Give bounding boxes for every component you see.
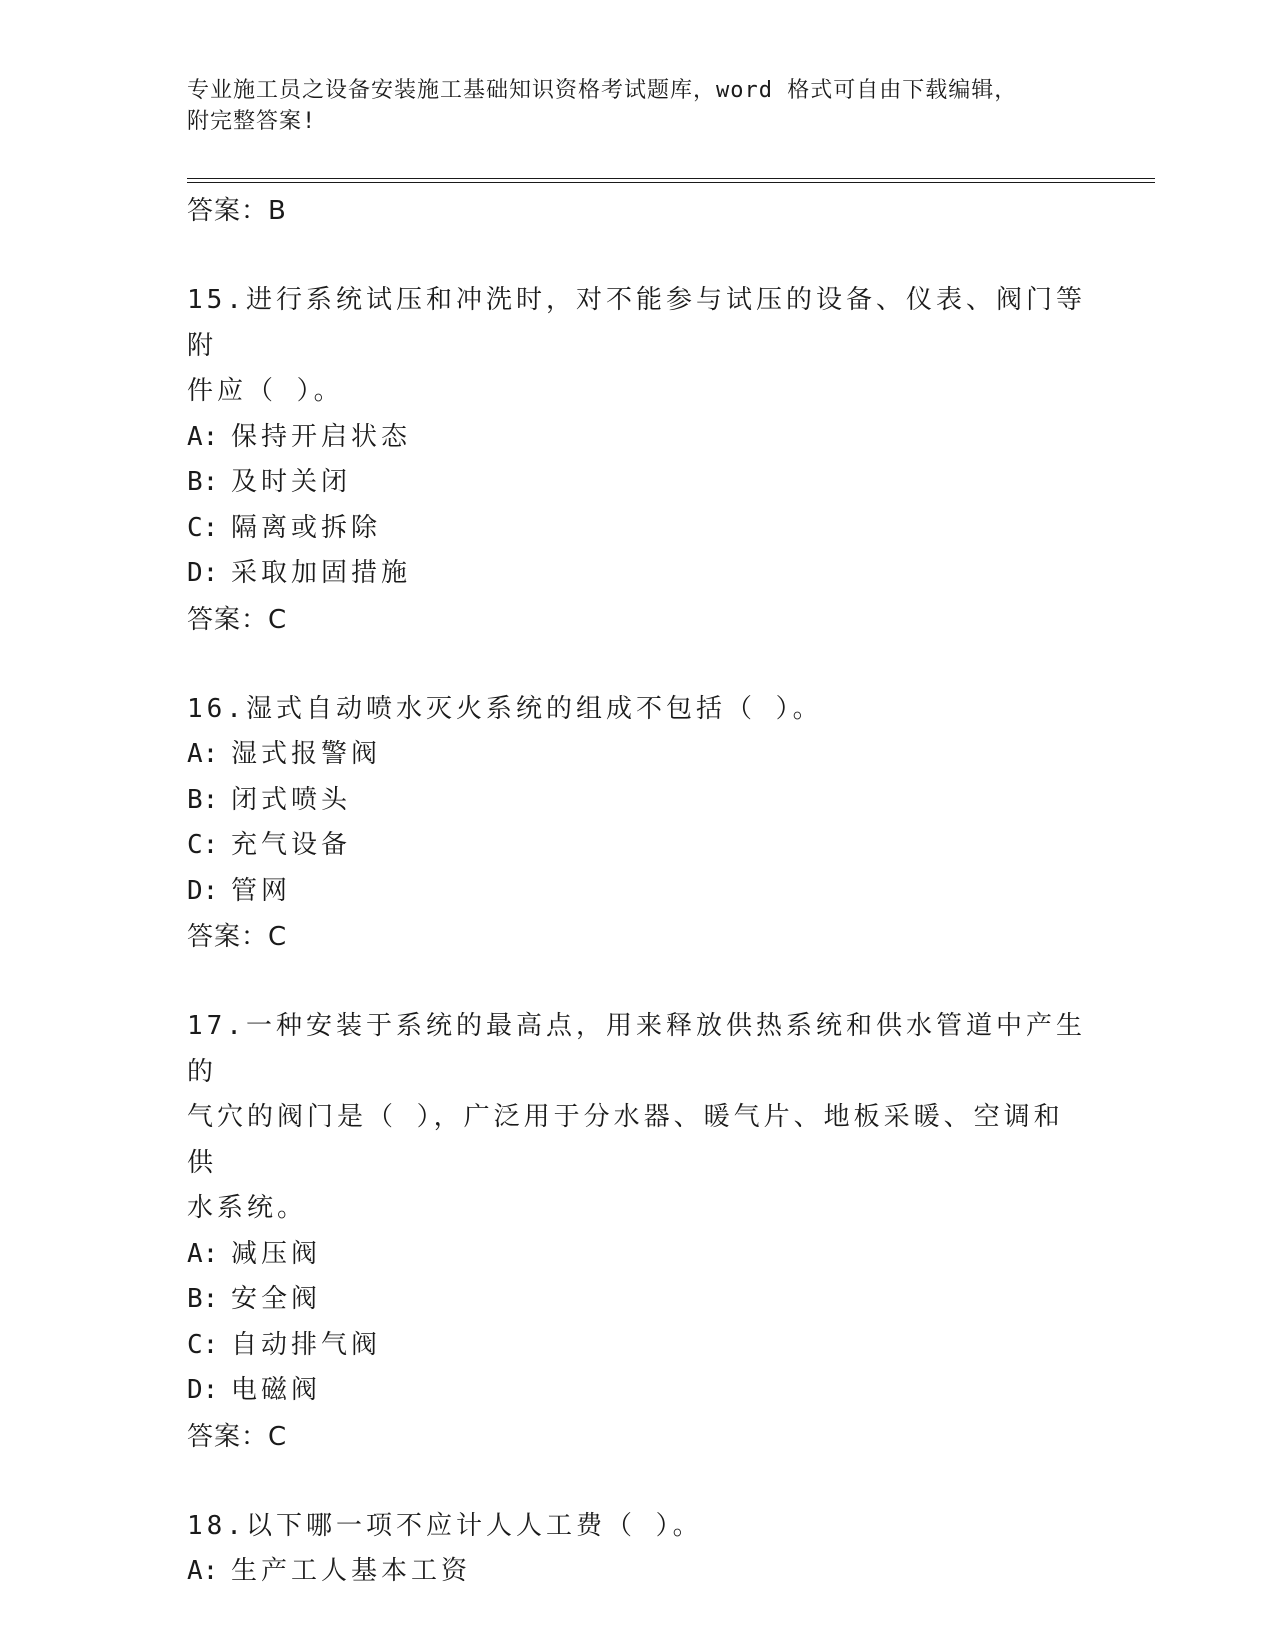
question-list [187, 188, 1087, 1595]
question-17 [187, 1004, 1087, 1460]
option-letter: A: [187, 1556, 219, 1586]
answer-line: 答案：C [187, 1421, 288, 1452]
option-letter: C: [187, 830, 219, 860]
option-letter: C: [187, 1329, 219, 1360]
header-line-2: 附完整答案! [187, 109, 317, 134]
option-a [187, 415, 1087, 461]
option-letter: A: [187, 421, 219, 452]
question-stem-line: 18.以下哪一项不应计人人工费（ ）。 [187, 1510, 703, 1541]
option-text: 湿式报警阀 [231, 739, 382, 769]
answer-line: 答案：C [187, 604, 288, 635]
option-text: 生产工人基本工资 [231, 1556, 472, 1586]
question-stem-line: 水系统。 [187, 1193, 308, 1223]
option-text: 隔离或拆除 [231, 512, 382, 543]
option-b [187, 1277, 1087, 1323]
answer-line: 答案：C [187, 922, 288, 952]
document-header [187, 75, 1067, 137]
option-text: 减压阀 [231, 1238, 322, 1269]
option-text: 及时关闭 [231, 467, 352, 497]
option-letter: B: [187, 1284, 219, 1314]
option-letter: D: [187, 558, 219, 588]
question-18 [187, 1504, 1087, 1595]
option-a [187, 1549, 1087, 1595]
option-d [187, 869, 1087, 915]
option-letter: D: [187, 1375, 219, 1405]
option-c [187, 1323, 1087, 1369]
option-text: 电磁阀 [231, 1375, 322, 1405]
option-d [187, 1368, 1087, 1414]
option-letter: A: [187, 739, 219, 769]
option-a [187, 1232, 1087, 1278]
question-stem-line: 16.湿式自动喷水灭火系统的组成不包括（ ）。 [187, 693, 823, 724]
question-16 [187, 687, 1087, 961]
question-stem-line: 17.一种安装于系统的最高点，用来释放供热系统和供水管道中产生的 [187, 1011, 1086, 1087]
option-c [187, 506, 1087, 552]
option-d [187, 551, 1087, 597]
option-text: 管网 [231, 875, 292, 906]
option-letter: A: [187, 1238, 219, 1269]
question-stem-line: 气穴的阀门是（ ），广泛用于分水器、暖气片、地板采暖、空调和供 [187, 1102, 1064, 1178]
option-c [187, 823, 1087, 869]
answer-line: 答案：B [187, 196, 287, 226]
option-text: 安全阀 [231, 1284, 322, 1314]
option-letter: D: [187, 875, 219, 906]
option-b [187, 460, 1087, 506]
question-15 [187, 278, 1087, 643]
header-divider [187, 178, 1155, 183]
option-letter: B: [187, 467, 219, 497]
option-text: 自动排气阀 [231, 1329, 382, 1360]
option-letter: C: [187, 512, 219, 543]
question-stem-line: 15.进行系统试压和冲洗时，对不能参与试压的设备、仪表、阀门等附 [187, 285, 1086, 361]
option-b [187, 778, 1087, 824]
option-a [187, 732, 1087, 778]
option-text: 充气设备 [231, 830, 352, 860]
option-text: 采取加固措施 [231, 558, 412, 588]
option-text: 保持开启状态 [231, 421, 412, 452]
option-text: 闭式喷头 [231, 784, 352, 815]
header-line-1: 专业施工员之设备安装施工基础知识资格考试题库，word 格式可自由下载编辑， [187, 78, 1018, 103]
question-stem-line: 件应（ ）。 [187, 376, 344, 406]
option-letter: B: [187, 784, 219, 815]
